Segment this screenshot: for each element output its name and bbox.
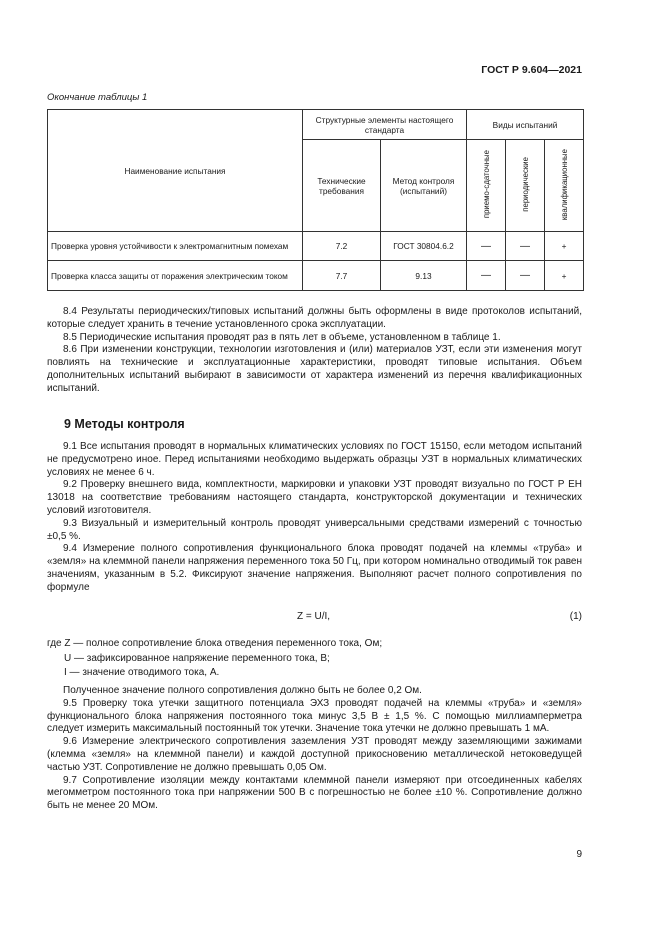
clause-9-block [47,441,582,595]
document-number: ГОСТ Р 9.604—2021 [481,64,582,76]
paragraph-9-7: 9.7 Сопротивление изоляции между контактами клеммной панели измеряют при отсоединенных кабелях мегомметром постоянного тока при напряжении 500 В с погрешностью не более ±10 %. Сопротивление должно быть не менее 20 МОм. [47,774,582,812]
col-group-structural: Структурные элементы настоящего стандарта [303,110,467,140]
cell-acceptance: — [467,232,506,261]
cell-qualification: + [545,232,584,261]
paragraph-8-4: 8.4 Результаты периодических/типовых испытаний должны быть оформлены в виде протоколов испытаний, которые следует хранить в течение установленного срока эксплуатации. [47,306,582,330]
cell-qualification: + [545,261,584,291]
paragraph-9-1: 9.1 Все испытания проводят в нормальных климатических условиях по ГОСТ 15150, если методом испытаний не предусмотрено иное. Перед испытаниями необходимо выдержать образцы УЗТ в нормальных климатических условиях не менее 6 ч. [47,441,582,478]
cell-method: ГОСТ 30804.6.2 [381,232,467,261]
cell-periodic: — [506,232,545,261]
col-group-types: Виды испытаний [467,110,584,140]
paragraph-8-6: 8.6 При изменении конструкции, технологии изготовления и (или) материалов УЗТ, если эти изменения могут повлиять на технические и эксплуатационные характеристики, проводят типовые испытания. Объем дополнительных испытаний выбирают в зависимости от характера изменений из перечня квалификационных испытаний. [47,344,582,394]
paragraph-result: Полученное значение полного сопротивления должно быть не более 0,2 Ом. [63,685,422,696]
cell-acceptance: — [467,261,506,291]
legend-i: I — значение отводимого тока, А. [64,667,220,678]
formula-expression: Z = U/I, [297,611,331,622]
table-row [48,261,584,291]
cell-tech: 7.7 [303,261,381,291]
paragraph-9-6: 9.6 Измерение электрического сопротивления заземления УЗТ проводят между заземляющими зажимами (клемма «земля» на клеммной панели) и каждой доступной прикосновению металлической нетоковедущей частью УЗТ. Сопротивление не должно превышать 0,05 Ом. [47,736,582,773]
cell-periodic: — [506,261,545,291]
paragraph-9-5: 9.5 Проверку тока утечки защитного потенциала ЭХЗ проводят подачей на клеммы «труба» и «земля» функционального блока напряжения постоянного тока минус 3,5 В ± 1,5 %. С помощью миллиамперметра следует измерить максимальный постоянный ток утечки. Значение тока утечки не должно превышать 1 мА. [47,697,582,735]
section-heading: 9 Методы контроля [64,417,185,431]
paragraph-8-5: 8.5 Периодические испытания проводят раз в пять лет в объеме, установленном в таблице 1. [63,331,501,343]
cell-name: Проверка класса защиты от поражения электрическим током [48,261,303,291]
table-caption: Окончание таблицы 1 [47,92,148,103]
clause-9-continued [47,685,582,813]
paragraph-9-4: 9.4 Измерение полного сопротивления функционального блока проводят подачей на клеммы «труба» и «земля» на клеммной панели напряжения переменного тока 50 Гц, при котором номинально отводимый ток равен значениям, указанным в 5.2. Фиксируют значение напряжения. Выполняют расчет полного сопротивления по формуле [47,543,582,593]
formula-legend [47,637,382,681]
col-header-tech: Технические требования [303,140,381,232]
cell-tech: 7.2 [303,232,381,261]
clause-8-block [47,306,582,396]
col-header-periodic: периодические [520,157,530,212]
paragraph-9-2: 9.2 Проверку внешнего вида, комплектности, маркировки и упаковки УЗТ проводят визуально по ГОСТ Р ЕН 13018 на соответствие требованиям настоящего стандарта, конструкторской документации и технических условий изготовителя. [47,479,582,516]
col-header-qualification: квалификационные [559,148,569,221]
col-header-name: Наименование испытания [48,110,303,232]
legend-u: U — зафиксированное напряжение переменного тока, В; [64,652,330,664]
col-header-acceptance: приемо-сдаточные [481,150,491,219]
cell-name: Проверка уровня устойчивости к электромагнитным помехам [48,232,303,261]
page-number: 9 [576,849,582,860]
cell-method: 9.13 [381,261,467,291]
col-header-method: Метод контроля (испытаний) [381,140,467,232]
paragraph-9-3: 9.3 Визуальный и измерительный контроль проводят универсальными средствами измерений с точностью ±0,5 %. [47,517,582,542]
formula-number: (1) [569,611,582,622]
tests-table [47,109,584,291]
table-row [48,232,584,261]
legend-z: где Z — полное сопротивление блока отведения переменного тока, Ом; [47,638,383,649]
